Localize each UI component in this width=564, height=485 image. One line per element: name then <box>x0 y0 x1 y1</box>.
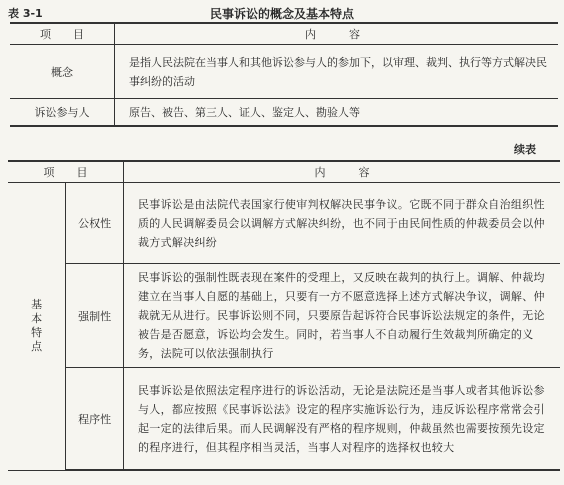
table-row <box>8 368 560 471</box>
table-row <box>10 45 558 99</box>
group-label: 基本特点 <box>31 298 43 354</box>
row-content: 民事诉讼是由法院代表国家行使审判权解决民事争议。它既不同于群众自治组织性质的人民调解委员会以调解方式解决纠纷，也不同于由民间性质的仲裁委员会以仲裁方式解决纠纷 <box>124 183 561 264</box>
row-item: 强制性 <box>66 264 124 368</box>
table-header-row <box>8 161 560 183</box>
row-item: 程序性 <box>66 368 124 471</box>
table-title: 民事诉讼的概念及基本特点 <box>209 7 354 21</box>
table-row <box>8 183 560 264</box>
table-row <box>10 99 558 127</box>
features-table <box>8 160 560 471</box>
row-content: 民事诉讼的强制性既表现在案件的受理上，又反映在裁判的执行上。调解、仲裁均建立在当事人自愿的基础上，只要有一方不愿意选择上述方式解决争议，调解、仲裁就无从进行。民事诉讼则不同，只要原告起诉符合民事诉讼法规定的条件，无论被告是否愿意，诉讼均会发生。同时，若当事人不自动履行生效裁判所确定的义务，法院可以依法强制执行 <box>124 264 561 368</box>
header-item: 项 目 <box>10 23 115 45</box>
table-header-row <box>10 23 558 45</box>
header-item: 项 目 <box>8 161 124 183</box>
table-row <box>8 264 560 368</box>
row-content: 民事诉讼是依照法定程序进行的诉讼活动，无论是法院还是当事人或者其他诉讼参与人，都应按照《民事诉讼法》设定的程序实施诉讼行为，违反诉讼程序常常会引起一定的法律后果。而人民调解没有严格的程序规则，仲裁虽然也需要按预先设定的程序进行，但其程序相当灵活，当事人对程序的选择权也较大 <box>124 368 561 471</box>
group-label-cell <box>8 183 66 471</box>
row-item: 公权性 <box>66 183 124 264</box>
concept-table <box>10 22 558 127</box>
row-item: 诉讼参与人 <box>10 99 115 127</box>
continued-label: 续表 <box>514 143 536 156</box>
header-content: 内 容 <box>115 23 559 45</box>
table-number: 表 3-1 <box>8 7 43 20</box>
header-content: 内 容 <box>124 161 561 183</box>
row-content: 是指人民法院在当事人和其他诉讼参与人的参加下，以审理、裁判、执行等方式解决民事纠纷的活动 <box>115 45 559 99</box>
row-content: 原告、被告、第三人、证人、鉴定人、勘验人等 <box>115 99 559 127</box>
row-item: 概念 <box>10 45 115 99</box>
